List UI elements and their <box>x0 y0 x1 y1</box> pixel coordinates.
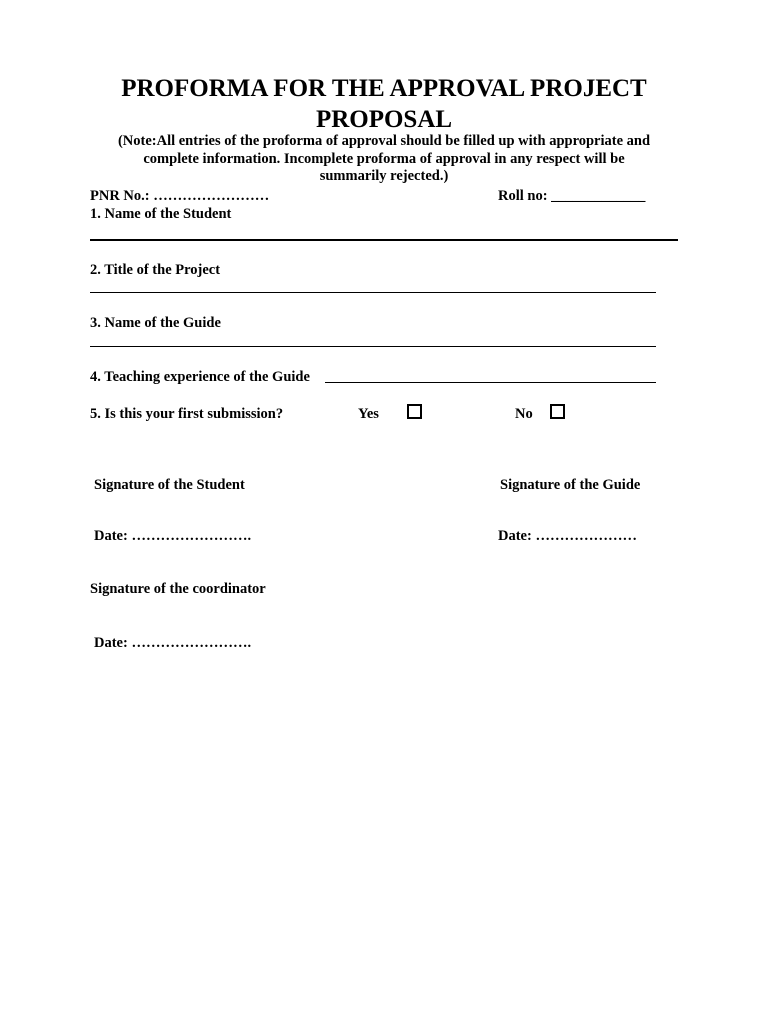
guide-name-line[interactable] <box>90 346 656 347</box>
instruction-note-line1: (Note:All entries of the proforma of approval should be filled up with appropriate and <box>117 133 651 149</box>
roll-no-blank[interactable]: _____________ <box>551 188 646 204</box>
teaching-experience-label: 4. Teaching experience of the Guide <box>90 369 310 385</box>
pnr-field[interactable] <box>90 187 269 205</box>
roll-no-label: Roll no: <box>498 188 548 204</box>
form-title-line2: PROPOSAL <box>315 106 453 133</box>
no-checkbox[interactable] <box>550 404 565 419</box>
guide-name-label: 3. Name of the Guide <box>90 315 221 331</box>
guide-signature-label: Signature of the Guide <box>500 477 641 493</box>
student-name-label: 1. Name of the Student <box>90 206 232 222</box>
no-option-label: No <box>515 406 533 422</box>
pnr-label: PNR No.: <box>90 188 150 204</box>
instruction-note-line3: summarily rejected.) <box>319 168 449 184</box>
instruction-note <box>90 133 678 186</box>
coordinator-signature-label: Signature of the coordinator <box>90 581 266 597</box>
form-title-line1: PROFORMA FOR THE APPROVAL PROJECT <box>121 75 647 102</box>
instruction-note-line2: complete information. Incomplete proforma of approval in any respect will be <box>143 150 625 167</box>
student-name-line[interactable] <box>90 239 678 241</box>
roll-no-field[interactable] <box>498 187 645 205</box>
project-title-label: 2. Title of the Project <box>90 262 221 278</box>
coordinator-date-field[interactable]: Date: ……………………. <box>94 635 252 651</box>
student-date-field[interactable]: Date: ……………………. <box>94 528 252 544</box>
yes-option-label: Yes <box>358 406 379 422</box>
student-signature-label: Signature of the Student <box>94 477 245 493</box>
guide-date-field[interactable]: Date: ………………… <box>498 528 637 544</box>
first-submission-label: 5. Is this your first submission? <box>90 406 284 422</box>
pnr-blank[interactable]: …………………… <box>153 188 270 204</box>
teaching-experience-line[interactable] <box>325 382 656 383</box>
yes-checkbox[interactable] <box>407 404 422 419</box>
project-title-line[interactable] <box>90 292 656 293</box>
form-title <box>60 73 708 135</box>
